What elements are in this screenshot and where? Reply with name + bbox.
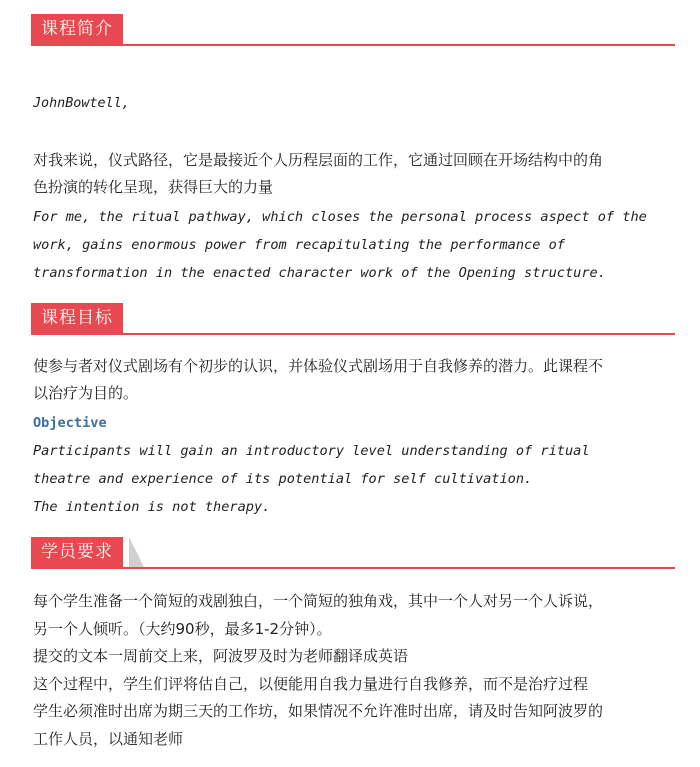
intro-quote-zh <box>33 147 673 201</box>
section-title-goals: 课程目标 <box>31 303 123 333</box>
requirement-line: 学生必须准时出席为期三天的工作坊，如果情况不允许准时出席，请及时告知阿波罗的 <box>33 702 604 720</box>
requirement-line: 工作人员，以通知老师 <box>33 729 184 748</box>
requirement-line: 提交的文本一周前交上来，阿波罗及时为老师翻译成英语 <box>33 647 409 665</box>
goals-text-en <box>33 437 678 521</box>
section-header-goals <box>31 303 675 335</box>
goals-text-zh <box>33 353 673 407</box>
text-line: theatre and experience of its potential for self cultivation. <box>33 471 533 487</box>
tag-fold-decoration <box>129 537 144 567</box>
section-header-intro <box>31 14 675 46</box>
text-line: transformation in the enacted character work of the Opening structure. <box>33 265 606 281</box>
requirement-line: 每个学生准备一个简短的戏剧独白，一个简短的独角戏，其中一个人对另一个人诉说， <box>33 592 604 610</box>
section-title-requirements: 学员要求 <box>31 537 123 567</box>
text-line: 使参与者对仪式剧场有个初步的认识，并体验仪式剧场用于自我修养的潜力。此课程不 <box>33 357 604 375</box>
text-line: For me, the ritual pathway, which closes the personal process aspect of the <box>33 209 647 225</box>
author-name <box>33 90 678 118</box>
section-title-intro: 课程简介 <box>31 14 123 44</box>
text-line: 色扮演的转化呈现，获得巨大的力量 <box>33 178 274 196</box>
text-line: The intention is not therapy. <box>33 499 271 515</box>
text-line: work, gains enormous power from recapitulating the performance of <box>33 237 565 253</box>
text-line: 对我来说，仪式路径，它是最接近个人历程层面的工作，它通过回顾在开场结构中的角 <box>33 151 604 169</box>
requirement-line: 这个过程中，学生们评将估自己，以便能用自我力量进行自我修养，而不是治疗过程 <box>33 674 589 693</box>
author-line: JohnBowtell, <box>33 96 130 111</box>
text-line: 以治疗为目的。 <box>33 384 139 402</box>
requirements-list <box>33 588 673 753</box>
objective-label: Objective <box>33 415 107 431</box>
section-header-requirements <box>31 537 675 569</box>
requirement-line: 另一个人倾听。（大约90秒，最多1-2分钟）。 <box>33 619 332 638</box>
text-line: Participants will gain an introductory level understanding of ritual <box>33 443 590 459</box>
intro-quote-en <box>33 203 678 287</box>
